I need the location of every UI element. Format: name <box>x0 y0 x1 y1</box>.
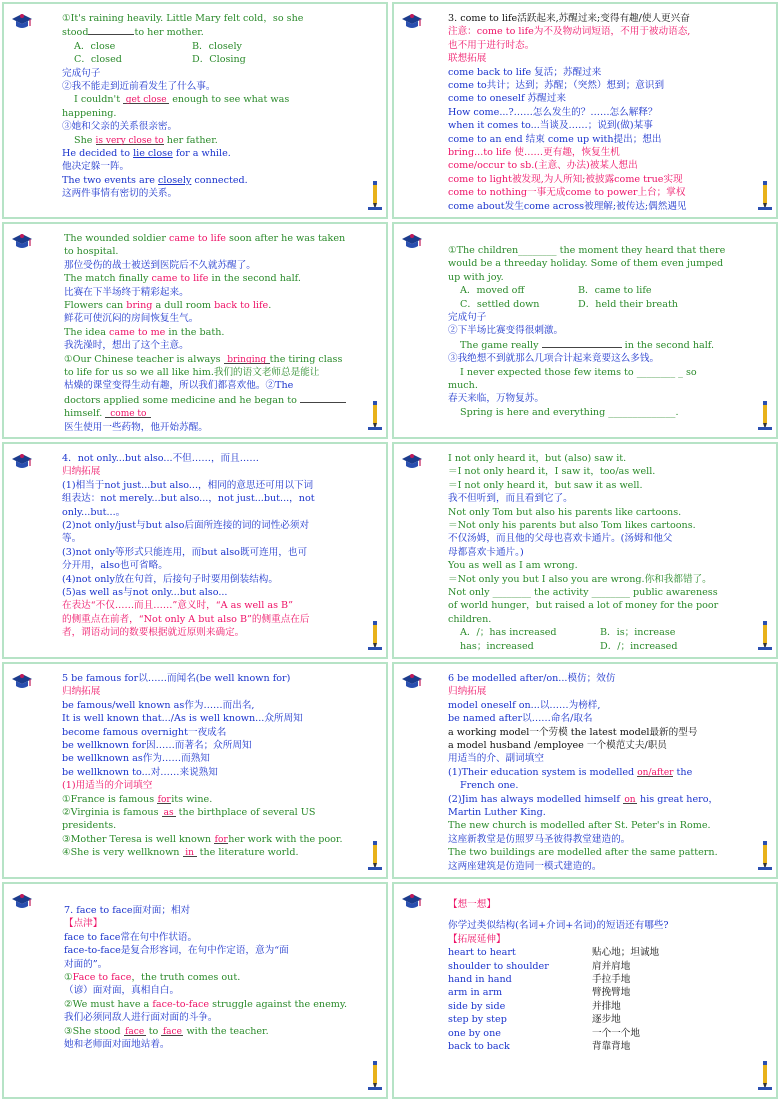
phrase-zh: 一个一个地 <box>592 1027 640 1039</box>
s4-heading: 完成句子 <box>448 312 487 324</box>
s5-p1b: 组表达：not merely...but also...，not just...but...，not <box>62 493 315 505</box>
s3-c1: Flowers can bring a dull room back to life. <box>64 300 272 312</box>
s3-d1: The idea came to me in the bath. <box>64 326 225 338</box>
s1-e1c: 他决定躲一阵。 <box>62 161 130 173</box>
s3-d2: 我洗澡时，想出了这个主意。 <box>64 340 189 352</box>
s1-i2c: happening. <box>62 107 117 119</box>
s4-q4: 春天来临，万物复苏。 <box>448 393 544 405</box>
slide-8 <box>392 662 778 879</box>
s4-i3: I never expected those few items to ________ _ so <box>460 366 697 378</box>
s1-i2: I couldn't get close enough to see what was <box>74 94 290 106</box>
slide-1 <box>2 2 388 219</box>
s7-title: 5 be famous for以……而闻名(be well known for) <box>62 673 291 684</box>
phrase-row <box>448 973 750 986</box>
s8-q3: The new church is modelled after St. Peter's in Rome. <box>448 820 711 832</box>
s1-e1: He decided to lie close for a while. <box>62 148 231 160</box>
s7-h2: (1)用适当的介词填空 <box>62 780 153 792</box>
s6-c2: ＝Not only you but I also you are wrong.你和我都错了。 <box>448 573 712 585</box>
s6-d1: Not only ________ the activity ________ public awareness <box>448 587 718 599</box>
s7-heading: 归纳拓展 <box>62 686 101 698</box>
s8-p2: be named after以……命名/取名 <box>448 713 593 725</box>
s4-a2: would be a threeday holiday. Some of them even jumped <box>448 258 724 270</box>
s5-p1c: only...but...。 <box>62 506 126 518</box>
option-b: B．closely <box>192 40 242 52</box>
s6-a3: ＝I not only heard it，but saw it as well. <box>448 479 643 491</box>
s9-e1c: （谚）面对面，真相自白。 <box>64 985 180 997</box>
phrase-en: hand in hand <box>448 974 512 986</box>
s8-heading: 归纳拓展 <box>448 686 487 698</box>
s2-p2: come to共计；达到；苏醒；（突然）想到；意识到 <box>448 80 665 92</box>
phrase-zh: 并排地 <box>592 1000 621 1012</box>
phrase-row <box>448 946 750 959</box>
pencil-icon <box>368 619 382 651</box>
s2-p6: come to an end 结束 come up with提出；想出 <box>448 133 662 145</box>
s8-q4c: 这两座建筑是仿造同一模式建造的。 <box>448 860 602 872</box>
s3-e5: himself. come to <box>64 407 360 420</box>
s1-q1: ①It's raining heavily. Little Mary felt cold，so she <box>62 13 304 24</box>
s10-title: 【想一想】 <box>448 899 496 910</box>
s9-e2: ②We must have a face-to-face struggle against the enemy. <box>64 998 348 1010</box>
phrase-en: side by side <box>448 1000 506 1012</box>
s9-heading: 【点津】 <box>64 918 103 930</box>
s9-e3c: 她和老师面对面地站着。 <box>64 1039 170 1051</box>
phrase-zh: 逐步地 <box>592 1014 621 1026</box>
graduation-cap-icon <box>400 670 424 694</box>
s2-p11: come about发生come across被理解;被传达;偶然遇见 <box>448 200 687 212</box>
s1-i3: She is very close to her father. <box>74 134 218 146</box>
pencil-icon <box>758 619 772 651</box>
graduation-cap-icon <box>10 230 34 254</box>
s7-p4: be wellknown for因……而著名；众所周知 <box>62 740 252 752</box>
pencil-icon <box>758 1059 772 1091</box>
s3-e3: 枯燥的课堂变得生动有趣，所以我们都喜欢他。②The <box>64 380 294 392</box>
s3-e6: 医生使用一些药物，他开始苏醒。 <box>64 421 208 433</box>
slide-9 <box>2 882 388 1099</box>
s3-b1: The match finally came to life in the second half. <box>64 273 301 285</box>
s5-heading: 归纳拓展 <box>62 466 101 478</box>
s1-e2c: 这两件事情有密切的关系。 <box>62 188 178 200</box>
s5-title: 4．not only...but also...不但……，而且…… <box>62 453 259 464</box>
s1-heading: 完成句子 <box>62 67 101 79</box>
s6-a2: ＝I not only heard it，I saw it，too/as well. <box>448 466 656 478</box>
s1-options <box>62 40 360 53</box>
s5-p2b: 等。 <box>62 533 82 545</box>
s4-i2: The game really in the second half. <box>460 339 715 351</box>
phrase-en: arm in arm <box>448 987 503 999</box>
s9-p3: 对面的”。 <box>64 958 108 970</box>
pencil-icon <box>758 839 772 871</box>
phrase-row <box>448 960 750 973</box>
s2-note2: 也不用于进行时态。 <box>448 39 535 51</box>
s4-q3: ③我绝想不到就那么几项合计起来竟要这么多钱。 <box>448 353 660 365</box>
graduation-cap-icon <box>400 450 424 474</box>
s4-options-2: C．settled down D．held their breath <box>460 298 678 310</box>
s5-p3: (3)not only等形式只能连用，而but also既可连用，也可 <box>62 546 308 558</box>
s9-e3: ③She stood face to face with the teacher. <box>64 1025 269 1037</box>
s4-i3b: much. <box>448 380 478 392</box>
s1-q3: ③她和父亲的关系很亲密。 <box>62 121 178 133</box>
s6-b3: 不仅汤姆，而且他的父母也喜欢卡通片。(汤姆和他父 <box>448 533 673 545</box>
option-c: C．closed <box>74 54 122 66</box>
s7-p3: become famous overnight一夜成名 <box>62 726 227 738</box>
s7-q4: ④She is very wellknown in the literature world. <box>62 847 299 859</box>
s5-n1: 在表达“不仅……而且……”意义时，“A as well as B” <box>62 600 294 612</box>
s5-p4: (4)not only放在句首，后接句子时要用倒装结构。 <box>62 573 278 585</box>
slide-5 <box>2 442 388 659</box>
slide-10 <box>392 882 778 1099</box>
phrase-en: step by step <box>448 1014 507 1026</box>
s2-p3: come to oneself 苏醒过来 <box>448 93 566 105</box>
s6-c1: You as well as I am wrong. <box>448 560 578 572</box>
s2-p10: come to nothing一事无成come to power上台；掌权 <box>448 187 686 199</box>
s3-e2: to life for us so we all like him.我们的语文老师总是能让 <box>64 367 320 379</box>
s2-p9: come to light被发现,为人所知;被披露come true实现 <box>448 173 683 185</box>
s2-title: 3. come to life活跃起来,苏醒过来;变得有趣/使人更兴奋 <box>448 13 690 24</box>
s10-question: 你学过类似结构(名词+介词+名词)的短语还有哪些? <box>448 920 669 932</box>
s5-p2: (2)not only/just与but also后面所连接的词的词性必须对 <box>62 520 310 532</box>
slide-7 <box>2 662 388 879</box>
s8-title: 6 be modelled after/on...模仿；效仿 <box>448 673 616 684</box>
option-a: A．close <box>74 40 116 52</box>
s3-a1: The wounded soldier came to life soon after he was taken <box>64 233 346 244</box>
s2-p8: come/occur to sb.(主意、办法)被某人想出 <box>448 160 638 172</box>
s7-p5: be wellknown as作为……而熟知 <box>62 753 210 765</box>
slide-4 <box>392 222 778 439</box>
s6-d3: children. <box>448 613 492 625</box>
phrase-en: one by one <box>448 1027 501 1039</box>
s5-p5: (5)as well as与not only...but also... <box>62 587 228 599</box>
slide-3 <box>2 222 388 439</box>
slide-6 <box>392 442 778 659</box>
phrase-row <box>448 1040 750 1053</box>
s1-q2: ②我不能走到近前看发生了什么事。 <box>62 81 216 93</box>
s9-title: 7. face to face面对面；相对 <box>64 905 191 916</box>
s6-a1: I not only heard it，but (also) saw it. <box>448 453 627 464</box>
phrase-row <box>448 1013 750 1026</box>
s2-p5: when it comes to...当谈及……；说到(做)某事 <box>448 120 653 132</box>
s5-p1: (1)相当于not just...but also...，相同的意思还可用以下词 <box>62 479 314 491</box>
s3-a2: to hospital. <box>64 246 119 258</box>
s7-p6: be wellknown to...对……来说熟知 <box>62 766 218 778</box>
pencil-icon <box>368 179 382 211</box>
s9-e1: ①Face to face，the truth comes out. <box>64 972 241 984</box>
s8-p3: a working model一个劳模 the latest model最新的型号 <box>448 726 698 738</box>
s6-b4: 母都喜欢卡通片。) <box>448 546 524 558</box>
s4-a3: up with joy. <box>448 271 504 283</box>
s8-q1c: French one. <box>460 780 519 792</box>
phrase-list <box>448 946 750 1053</box>
graduation-cap-icon <box>400 10 424 34</box>
graduation-cap-icon <box>10 450 34 474</box>
s7-q2c: presidents. <box>62 820 117 832</box>
phrase-en: heart to heart <box>448 947 516 959</box>
phrase-zh: 臂挽臂地 <box>592 987 631 999</box>
phrase-row <box>448 1000 750 1013</box>
s2-heading: 联想拓展 <box>448 53 487 65</box>
slide-2 <box>392 2 778 219</box>
s7-q2: ②Virginia is famous as the birthplace of several US <box>62 807 316 819</box>
phrase-en: shoulder to shoulder <box>448 960 549 972</box>
s6-options-2: has；increased D．/；increased <box>460 640 678 652</box>
pencil-icon <box>758 179 772 211</box>
s8-q2c: Martin Luther King. <box>448 807 546 819</box>
s4-a1: ①The children________ the moment they heard that there <box>448 245 726 256</box>
s6-d2: of world hunger，but raised a lot of money for the poor <box>448 600 719 612</box>
s5-n3: 者，谓语动词的数要根据就近原则来确定。 <box>62 627 245 639</box>
graduation-cap-icon <box>400 890 424 914</box>
phrase-zh: 背靠背地 <box>592 1041 631 1053</box>
s3-e4: doctors applied some medicine and he began to <box>64 393 360 407</box>
s7-q3: ③Mother Teresa is well known forher work with the poor. <box>62 833 343 845</box>
s9-p2: face-to-face是复合形容词，在句中作定语，意为“面 <box>64 945 289 957</box>
s7-q1: ①France is famous forits wine. <box>62 793 213 805</box>
s7-p1: be famous/well known as作为……而出名, <box>62 699 255 711</box>
s9-p1: face to face常在句中作状语。 <box>64 931 198 943</box>
s3-c2: 鲜花可使沉闷的房间恢复生气。 <box>64 313 199 325</box>
s4-options: A．moved off B．came to life <box>460 285 652 297</box>
pencil-icon <box>368 399 382 431</box>
s2-p4: How come...?……怎么发生的？……怎么解释？ <box>448 106 658 118</box>
phrase-row <box>448 1027 750 1040</box>
s8-p4: a model husband /employee 一个模范丈夫/职员 <box>448 740 667 752</box>
s4-q2: ②下半场比赛变得很刺激。 <box>448 325 564 337</box>
s2-p1: come back to life 复活；苏醒过来 <box>448 66 602 78</box>
s3-a3: 那位受伤的战士被送到医院后不久就苏醒了。 <box>64 259 256 271</box>
graduation-cap-icon <box>400 230 424 254</box>
graduation-cap-icon <box>10 890 34 914</box>
s10-heading: 【拓展延伸】 <box>448 933 506 945</box>
s5-n2: 的侧重点在前者，“Not only A but also B”的侧重点在后 <box>62 613 310 625</box>
s5-p3b: 分开用，also也可省略。 <box>62 560 168 572</box>
pencil-icon <box>368 1059 382 1091</box>
s7-p2: It is well known that.../As is well known...众所周知 <box>62 713 303 725</box>
s3-e1: ①Our Chinese teacher is always bringing the tiring class <box>64 353 343 365</box>
graduation-cap-icon <box>10 670 34 694</box>
s2-note1: 注意：come to life为不及物动词短语，不用于被动语态, <box>448 26 691 38</box>
s6-a4: 我不但听到，而且看到它了。 <box>448 493 573 505</box>
s8-q3c: 这座新教堂是仿照罗马圣彼得教堂建造的。 <box>448 833 631 845</box>
s9-e2c: 我们必须同敌人进行面对面的斗争。 <box>64 1012 218 1024</box>
phrase-zh: 手拉手地 <box>592 974 631 986</box>
s3-b2: 比赛在下半场终于精彩起来。 <box>64 286 189 298</box>
graduation-cap-icon <box>10 10 34 34</box>
phrase-zh: 肩并肩地 <box>592 960 631 972</box>
phrase-zh: 贴心地；坦诚地 <box>592 947 660 959</box>
s6-options: A．/；has increased B．is；increase <box>460 627 676 639</box>
phrase-en: back to back <box>448 1041 510 1053</box>
s6-b2: ＝Not only his parents but also Tom likes cartoons. <box>448 520 696 532</box>
s4-i4: Spring is here and everything ______________. <box>460 406 679 418</box>
s8-p1: model oneself on...以……为榜样, <box>448 699 601 711</box>
option-d: D．Closing <box>192 54 246 66</box>
pencil-icon <box>368 839 382 871</box>
s1-q1b: stood to her mother. <box>62 27 204 39</box>
s2-p7: bring...to life 使……更有趣，恢复生机 <box>448 147 620 159</box>
s8-q2: (2)Jim has always modelled himself on his great hero， <box>448 793 719 805</box>
pencil-icon <box>758 399 772 431</box>
s8-q1: (1)Their education system is modelled on/after the <box>448 766 693 778</box>
s1-options-2 <box>62 53 360 66</box>
s1-e2: The two events are closely connected. <box>62 174 248 186</box>
phrase-row <box>448 986 750 999</box>
s6-b1: Not only Tom but also his parents like cartoons. <box>448 506 682 518</box>
s8-q4: The two buildings are modelled after the same pattern. <box>448 847 718 859</box>
s8-p5: 用适当的介、副词填空 <box>448 753 544 765</box>
